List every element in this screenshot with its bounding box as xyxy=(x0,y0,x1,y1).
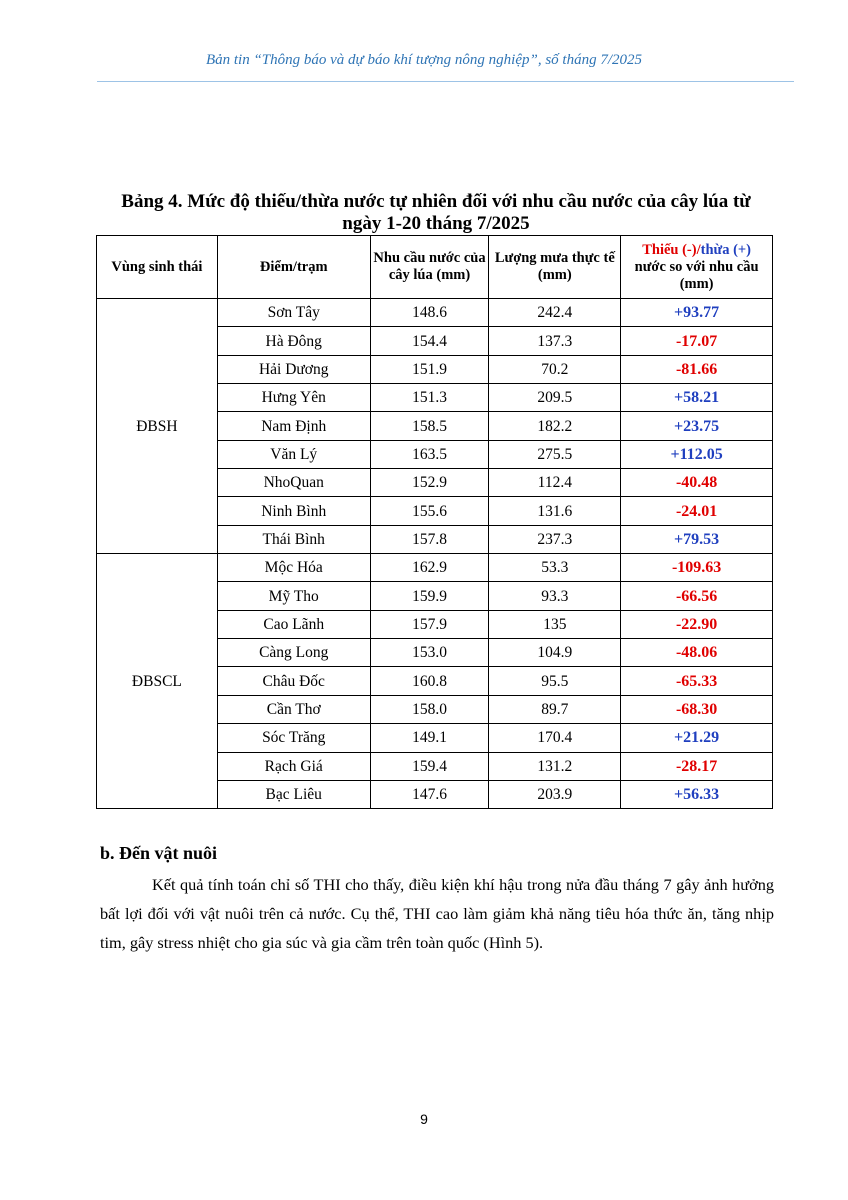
demand-cell: 152.9 xyxy=(370,469,489,497)
zone-cell: ĐBSCL xyxy=(97,554,218,809)
header-diff xyxy=(621,236,773,299)
table-body xyxy=(97,299,773,809)
header-zone: Vùng sinh thái xyxy=(97,236,218,299)
demand-cell: 158.5 xyxy=(370,412,489,440)
rain-cell: 131.2 xyxy=(489,752,621,780)
page-number: 9 xyxy=(420,1111,428,1127)
diff-cell: -17.07 xyxy=(621,327,773,355)
demand-cell: 162.9 xyxy=(370,554,489,582)
header-demand: Nhu cầu nước của cây lúa (mm) xyxy=(370,236,489,299)
section-heading: b. Đến vật nuôi xyxy=(100,843,218,863)
station-cell: Ninh Bình xyxy=(217,497,370,525)
demand-cell: 160.8 xyxy=(370,667,489,695)
rain-cell: 170.4 xyxy=(489,724,621,752)
demand-cell: 151.3 xyxy=(370,384,489,412)
demand-cell: 148.6 xyxy=(370,299,489,327)
diff-cell: +93.77 xyxy=(621,299,773,327)
rain-cell: 53.3 xyxy=(489,554,621,582)
diff-cell: -109.63 xyxy=(621,554,773,582)
diff-cell: -28.17 xyxy=(621,752,773,780)
station-cell: Hà Đông xyxy=(217,327,370,355)
station-cell: Châu Đốc xyxy=(217,667,370,695)
section-paragraph: Kết quả tính toán chỉ số THI cho thấy, điều kiện khí hậu trong nửa đầu tháng 7 gây ảnh hưởng bất lợi đối với vật nuôi trên cả nước. Cụ thể, THI cao làm giảm khả năng tiêu hóa thức ăn, tăng nhịp tim, gây stress nhiệt cho gia súc và gia cầm trên toàn quốc (Hình 5). xyxy=(100,875,774,952)
station-cell: Hải Dương xyxy=(217,355,370,383)
diff-cell: +112.05 xyxy=(621,440,773,468)
station-cell: Hưng Yên xyxy=(217,384,370,412)
rain-cell: 209.5 xyxy=(489,384,621,412)
rain-cell: 93.3 xyxy=(489,582,621,610)
diff-cell: -81.66 xyxy=(621,355,773,383)
rain-cell: 275.5 xyxy=(489,440,621,468)
station-cell: Sóc Trăng xyxy=(217,724,370,752)
diff-cell: +56.33 xyxy=(621,780,773,808)
rain-cell: 135 xyxy=(489,610,621,638)
rain-cell: 137.3 xyxy=(489,327,621,355)
header-diff-rest: nước so với nhu cầu (mm) xyxy=(634,258,759,292)
rain-cell: 95.5 xyxy=(489,667,621,695)
station-cell: Thái Bình xyxy=(217,525,370,553)
demand-cell: 154.4 xyxy=(370,327,489,355)
water-balance-table xyxy=(96,235,773,809)
rain-cell: 70.2 xyxy=(489,355,621,383)
demand-cell: 147.6 xyxy=(370,780,489,808)
station-cell: Mộc Hóa xyxy=(217,554,370,582)
rain-cell: 242.4 xyxy=(489,299,621,327)
header-diff-surplus: thừa (+) xyxy=(700,241,751,258)
demand-cell: 149.1 xyxy=(370,724,489,752)
table-row xyxy=(97,554,773,582)
bulletin-header: Bản tin “Thông báo và dự báo khí tượng nông nghiệp”, số tháng 7/2025 xyxy=(205,52,643,68)
diff-cell: -24.01 xyxy=(621,497,773,525)
station-cell: Bạc Liêu xyxy=(217,780,370,808)
table-header-row xyxy=(97,236,773,299)
rain-cell: 89.7 xyxy=(489,695,621,723)
rain-cell: 112.4 xyxy=(489,469,621,497)
table-title: Bảng 4. Mức độ thiếu/thừa nước tự nhiên đối với nhu cầu nước của cây lúa từ ngày 1-20 tháng 7/2025 xyxy=(121,191,751,234)
demand-cell: 153.0 xyxy=(370,639,489,667)
header-divider xyxy=(97,81,794,82)
diff-cell: -22.90 xyxy=(621,610,773,638)
demand-cell: 159.4 xyxy=(370,752,489,780)
rain-cell: 104.9 xyxy=(489,639,621,667)
header-diff-deficit: Thiếu (-)/ xyxy=(642,241,701,258)
diff-cell: +79.53 xyxy=(621,525,773,553)
demand-cell: 163.5 xyxy=(370,440,489,468)
station-cell: Cần Thơ xyxy=(217,695,370,723)
station-cell: Văn Lý xyxy=(217,440,370,468)
station-cell: Rạch Giá xyxy=(217,752,370,780)
diff-cell: -48.06 xyxy=(621,639,773,667)
demand-cell: 151.9 xyxy=(370,355,489,383)
demand-cell: 155.6 xyxy=(370,497,489,525)
station-cell: Càng Long xyxy=(217,639,370,667)
station-cell: Sơn Tây xyxy=(217,299,370,327)
rain-cell: 203.9 xyxy=(489,780,621,808)
diff-cell: -68.30 xyxy=(621,695,773,723)
diff-cell: -40.48 xyxy=(621,469,773,497)
header-station: Điểm/trạm xyxy=(217,236,370,299)
table-row xyxy=(97,299,773,327)
diff-cell: +21.29 xyxy=(621,724,773,752)
diff-cell: -65.33 xyxy=(621,667,773,695)
demand-cell: 157.8 xyxy=(370,525,489,553)
station-cell: Mỹ Tho xyxy=(217,582,370,610)
station-cell: NhoQuan xyxy=(217,469,370,497)
station-cell: Nam Định xyxy=(217,412,370,440)
station-cell: Cao Lãnh xyxy=(217,610,370,638)
diff-cell: +58.21 xyxy=(621,384,773,412)
rain-cell: 237.3 xyxy=(489,525,621,553)
diff-cell: -66.56 xyxy=(621,582,773,610)
rain-cell: 131.6 xyxy=(489,497,621,525)
header-rain: Lượng mưa thực tế (mm) xyxy=(489,236,621,299)
demand-cell: 159.9 xyxy=(370,582,489,610)
diff-cell: +23.75 xyxy=(621,412,773,440)
zone-cell: ĐBSH xyxy=(97,299,218,554)
demand-cell: 157.9 xyxy=(370,610,489,638)
rain-cell: 182.2 xyxy=(489,412,621,440)
demand-cell: 158.0 xyxy=(370,695,489,723)
